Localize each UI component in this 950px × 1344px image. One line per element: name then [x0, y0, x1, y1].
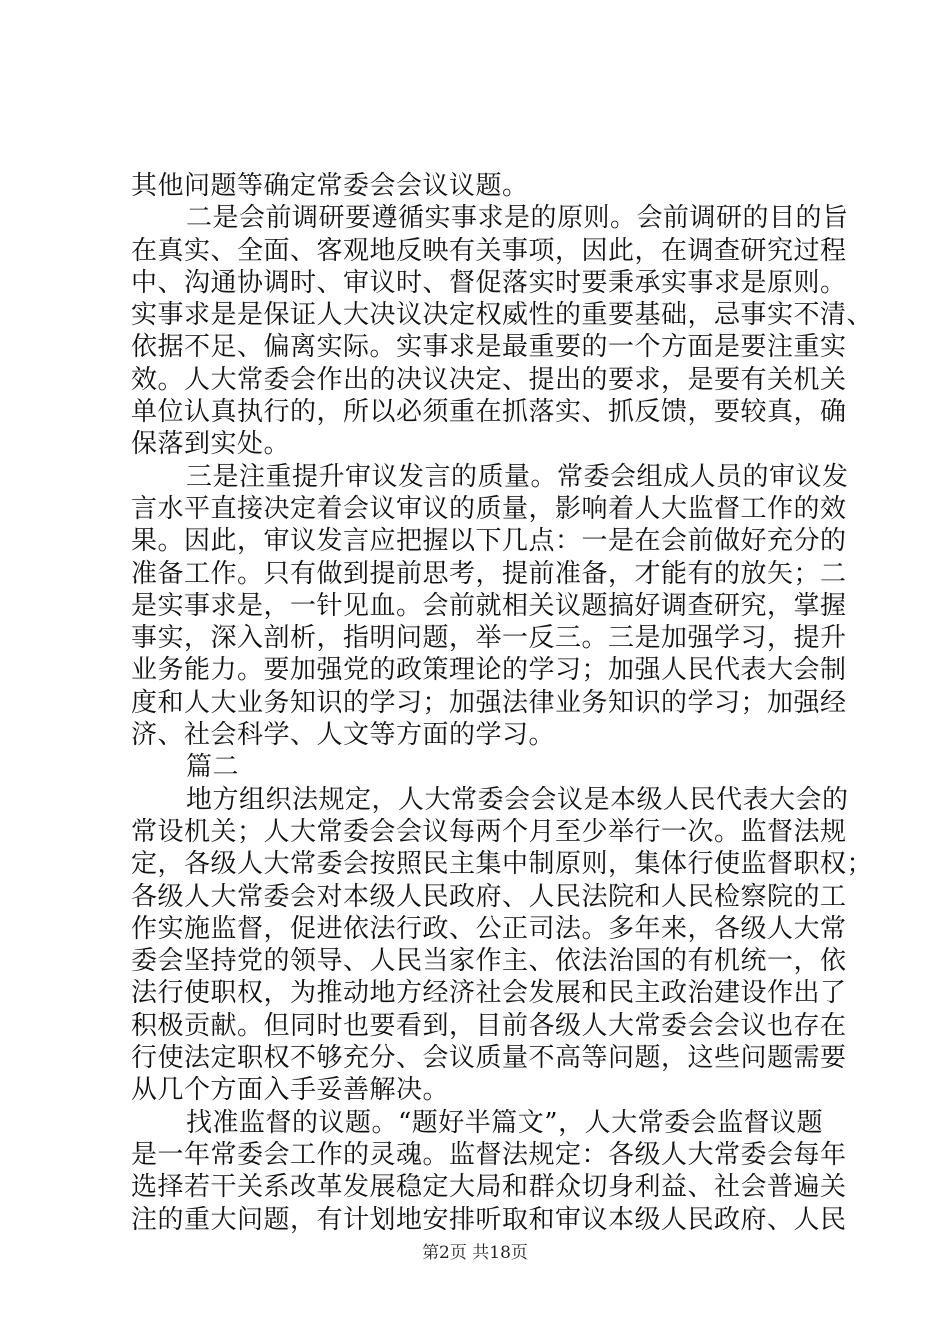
text-line: 定，各级人大常委会按照民主集中制原则，集体行使监督职权；	[131, 849, 874, 880]
text-line: 委会坚持党的领导、人民当家作主、依法治国的有机统一，依	[131, 946, 847, 977]
text-line: 果。因此，审议发言应把握以下几点：一是在会前做好充分的	[131, 526, 847, 557]
text-line: 二是会前调研要遵循实事求是的原则。会前调研的目的旨	[186, 203, 849, 234]
text-line: 积极贡献。但同时也要看到，目前各级人大常委会会议也存在	[131, 1010, 847, 1041]
page-number-footer: 第2页 共18页	[422, 1243, 528, 1263]
text-line: 找准监督的议题。“题好半篇文”，人大常委会监督议题	[186, 1107, 824, 1138]
section-heading: 篇二	[186, 752, 240, 783]
text-line: 中、沟通协调时、审议时、督促落实时要秉承实事求是原则。	[131, 267, 847, 298]
text-line: 行使法定职权不够充分、会议质量不高等问题，这些问题需要	[131, 1043, 847, 1074]
text-line: 事实，深入剖析，指明问题，举一反三。三是加强学习，提升	[131, 623, 847, 654]
text-line: 选择若干关系改革发展稳定大局和群众切身利益、社会普遍关	[131, 1172, 847, 1203]
text-line: 单位认真执行的，所以必须重在抓落实、抓反馈，要较真，确	[131, 397, 847, 428]
text-line: 言水平直接决定着会议审议的质量，影响着人大监督工作的效	[131, 493, 847, 524]
text-line: 实事求是是保证人大决议决定权威性的重要基础，忌事实不清、	[131, 300, 874, 331]
text-line: 业务能力。要加强党的政策理论的学习；加强人民代表大会制	[131, 655, 847, 686]
text-line: 保落到实处。	[131, 429, 291, 460]
text-line: 依据不足、偏离实际。实事求是最重要的一个方面是要注重实	[131, 332, 847, 363]
text-line: 地方组织法规定，人大常委会会议是本级人民代表大会的	[186, 784, 849, 815]
text-line: 是一年常委会工作的灵魂。监督法规定：各级人大常委会每年	[131, 1139, 847, 1170]
text-line: 常设机关；人大常委会会议每两个月至少举行一次。监督法规	[131, 816, 847, 847]
text-line: 济、社会科学、人文等方面的学习。	[131, 720, 556, 751]
text-line: 是实事求是，一针见血。会前就相关议题搞好调查研究，掌握	[131, 590, 847, 621]
text-line: 各级人大常委会对本级人民政府、人民法院和人民检察院的工	[131, 881, 847, 912]
text-line: 作实施监督，促进依法行政、公正司法。多年来，各级人大常	[131, 913, 847, 944]
document-body	[131, 170, 874, 1236]
text-line: 法行使职权，为推动地方经济社会发展和民主政治建设作出了	[131, 978, 847, 1009]
text-line: 其他问题等确定常委会会议议题。	[131, 171, 529, 201]
text-line: 三是注重提升审议发言的质量。常委会组成人员的审议发	[186, 461, 849, 492]
text-line: 度和人大业务知识的学习；加强法律业务知识的学习；加强经	[131, 687, 847, 718]
text-line: 注的重大问题，有计划地安排听取和审议本级人民政府、人民	[131, 1204, 847, 1235]
text-line: 从几个方面入手妥善解决。	[131, 1075, 450, 1106]
text-line: 效。人大常委会作出的决议决定、提出的要求，是要有关机关	[131, 364, 847, 395]
text-line: 准备工作。只有做到提前思考，提前准备，才能有的放矢；二	[131, 558, 847, 589]
text-line: 在真实、全面、客观地反映有关事项，因此，在调查研究过程	[131, 235, 847, 266]
